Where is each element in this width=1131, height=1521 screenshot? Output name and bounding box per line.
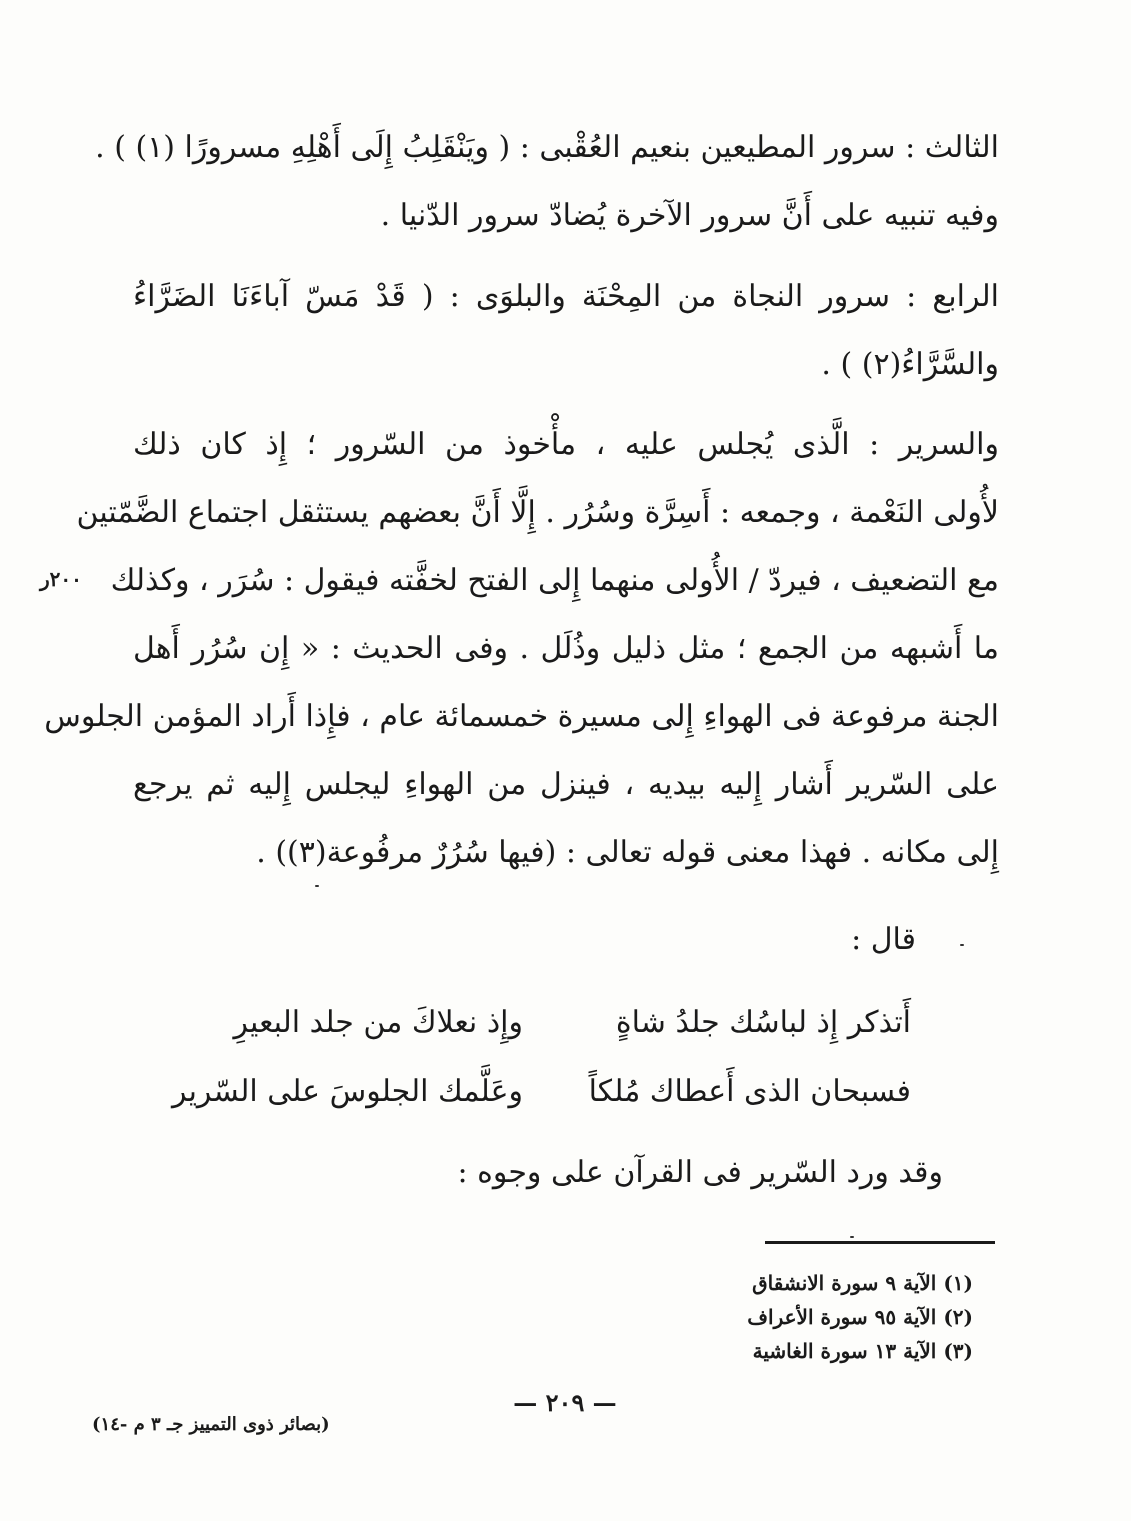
text-line: مع التضعيف ، فيردّ / الأُولى منهما إِلى الفتح لخفَّته فيقول : سُرَر ، وكذلك — [110, 563, 999, 598]
text-line: لأُولى النَعْمة ، وجمعه : أَسِرَّة وسُرُر . إِلَّا أَنَّ بعضهم يستثقل اجتماع الضَّمّتين — [76, 495, 999, 530]
printer-signature: (بصائر ذوى التمييز جـ ٣ م -١٤) — [92, 1414, 330, 1435]
verse-hemistich-second: وإِذ نعلاكَ من جلد البعيرِ — [233, 1005, 523, 1040]
text-line: ما أَشبهه من الجمع ؛ مثل ذليل وذُلَل . وفى الحديث : « إِن سُرُر أَهل — [133, 631, 999, 666]
footnote-divider — [765, 1241, 995, 1244]
page-number: — ٢٠٩ — — [513, 1388, 617, 1417]
text-line: الثالث : سرور المطيعين بنعيم العُقْبى : ( ويَنْقَلِبُ إِلَى أَهْلِهِ مسرورًا (١) ) . — [95, 130, 999, 165]
margin-reference: ٢٠٠ر — [40, 567, 82, 591]
verse-heading: قال : — [851, 922, 916, 957]
text-line: على السّرير أَشار إِليه بيديه ، فينزل من الهواءِ ليجلس إِليه ثم يرجع — [133, 767, 999, 802]
footnote: (٢) الآية ٩٥ سورة الأعراف — [747, 1305, 973, 1329]
scan-speck — [315, 885, 319, 887]
footnote: (٣) الآية ١٣ سورة الغاشية — [752, 1339, 973, 1363]
text-line: والسرير : الَّذى يُجلس عليه ، مأْخوذ من السّرور ؛ إِذ كان ذلك — [133, 427, 999, 462]
verse-hemistich-first: فسبحان الذى أَعطاك مُلكاً — [588, 1074, 911, 1109]
text-line: الرابع : سرور النجاة من المِحْنَة والبلوَى : ( قَدْ مَسّ آباءَنَا الضَرَّاءُ — [133, 279, 999, 314]
verse-hemistich-second: وعَلَّمك الجلوسَ على السّرير — [172, 1074, 523, 1109]
section-intro: وقد ورد السّرير فى القرآن على وجوه : — [457, 1155, 943, 1190]
text-line: الجنة مرفوعة فى الهواءِ إِلى مسيرة خمسمائة عام ، فإِذا أَراد المؤمن الجلوس — [44, 699, 999, 734]
scan-speck — [960, 944, 964, 946]
scan-speck — [850, 1236, 854, 1238]
text-line: وفيه تنبيه على أَنَّ سرور الآخرة يُضادّ سرور الدّنيا . — [380, 198, 999, 233]
verse-hemistich-first: أَتذكر إِذ لباسُك جلدُ شاةٍ — [615, 1005, 911, 1040]
footnote: (١) الآية ٩ سورة الانشقاق — [752, 1271, 973, 1295]
text-line: إِلى مكانه . فهذا معنى قوله تعالى : (فيها سُرُرٌ مرفُوعة(٣)) . — [256, 835, 999, 870]
footnotes — [747, 1266, 973, 1368]
text-line: والسَّرَّاءُ(٢) ) . — [821, 347, 999, 382]
